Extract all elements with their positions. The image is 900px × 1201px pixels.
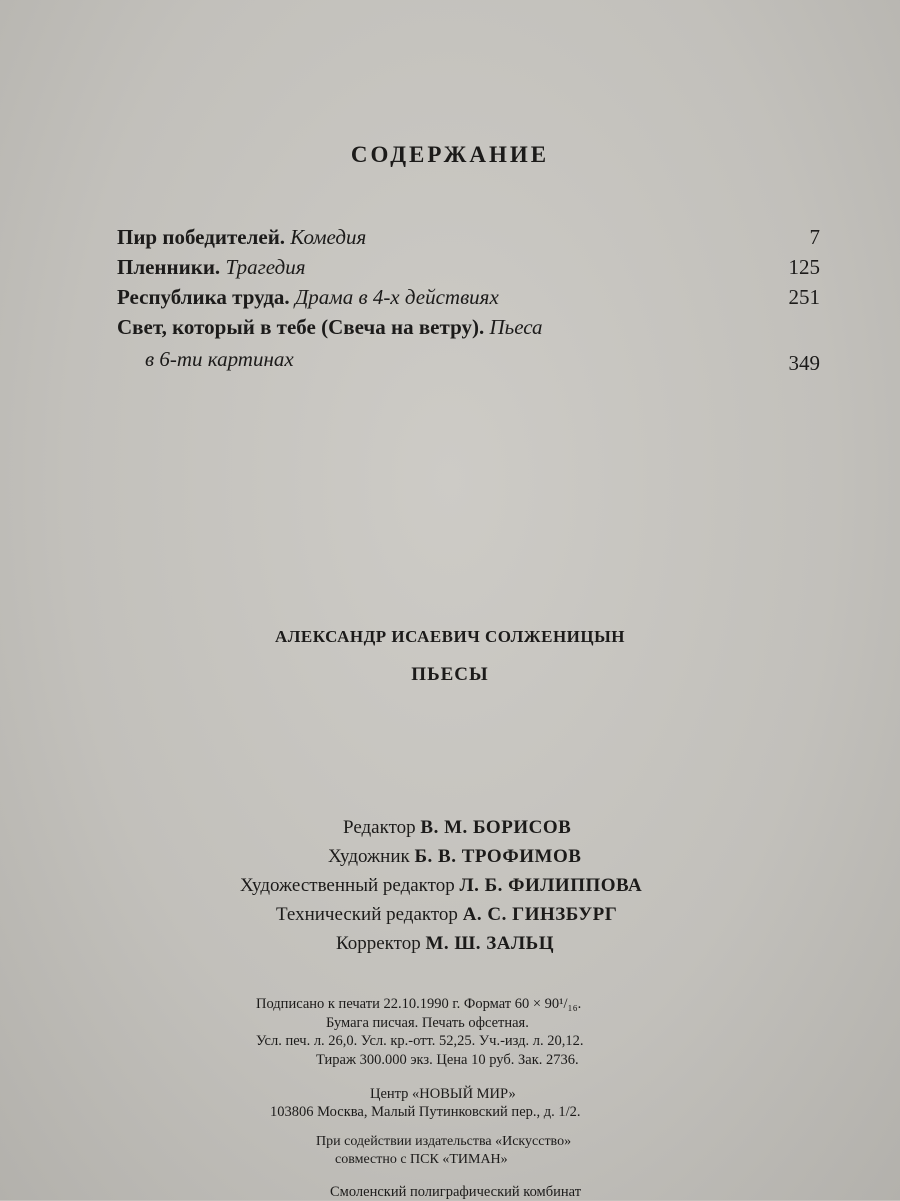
toc-entry-page: 7 — [809, 225, 820, 249]
staff-credit — [336, 933, 554, 955]
publisher-address: 103806 Москва, Малый Путинковский пер., д. 1/2. — [270, 1104, 581, 1120]
staff-credit — [276, 904, 617, 926]
staff-role: Технический редактор — [276, 904, 458, 925]
toc-entry-genre: Пьеса — [489, 315, 543, 339]
toc-entry-title: Пленники. — [117, 255, 221, 279]
toc-entry-page: 125 — [788, 255, 820, 279]
toc-entry-page: 251 — [788, 285, 820, 309]
toc-entry-page: 349 — [788, 351, 820, 375]
book-title: ПЬЕСЫ — [411, 664, 489, 685]
toc-entry-title: Свет, который в тебе (Свеча на ветру). — [117, 315, 485, 339]
print-details — [256, 995, 584, 1069]
toc-entry-genre: Трагедия — [225, 255, 306, 279]
print-details-line: Подписано к печати 22.10.1990 г. Формат 60 × 90¹/₁₆. — [256, 996, 582, 1012]
assistance-line: При содействии издательства «Искусство» — [316, 1134, 572, 1149]
staff-credit — [343, 817, 571, 839]
staff-credit — [240, 875, 642, 897]
staff-role: Художественный редактор — [240, 875, 455, 896]
print-details-line: Тираж 300.000 экз. Цена 10 руб. Зак. 2736. — [316, 1051, 579, 1068]
table-of-contents — [117, 222, 820, 376]
toc-entry-title: Пир победителей. — [117, 225, 286, 249]
staff-name: В. М. БОРИСОВ — [420, 817, 572, 838]
toc-entry — [117, 282, 820, 312]
printer-name: Смоленский полиграфический комбинат — [330, 1184, 582, 1200]
toc-entry-genre: Драма в 4-х действиях — [294, 285, 499, 309]
staff-name: Б. В. ТРОФИМОВ — [414, 846, 582, 867]
author-name: АЛЕКСАНДР ИСАЕВИЧ СОЛЖЕНИЦЫН — [274, 627, 626, 646]
staff-name: М. Ш. ЗАЛЬЦ — [425, 933, 554, 954]
staff-credit — [328, 846, 581, 868]
toc-entry-genre: Комедия — [290, 225, 367, 249]
print-details-line: Бумага писчая. Печать офсетная. — [326, 1014, 529, 1031]
toc-entry — [117, 312, 820, 342]
contents-heading: СОДЕРЖАНИЕ — [350, 142, 550, 167]
publisher-name: Центр «НОВЫЙ МИР» — [370, 1086, 516, 1102]
print-details-line: Усл. печ. л. 26,0. Усл. кр.-отт. 52,25. Уч.-изд. л. 20,12. — [256, 1033, 584, 1049]
toc-entry — [117, 252, 820, 282]
assistance-line: совместно с ПСК «ТИМАН» — [335, 1152, 508, 1167]
staff-name: А. С. ГИНЗБУРГ — [462, 904, 618, 925]
staff-role: Художник — [328, 846, 410, 867]
staff-name: Л. Б. ФИЛИППОВА — [459, 875, 643, 896]
toc-entry — [117, 222, 820, 252]
staff-role: Редактор — [343, 817, 416, 838]
toc-entry-continuation — [117, 342, 820, 376]
toc-entry-genre-cont: в 6-ти картинах — [145, 347, 294, 371]
toc-entry-title: Республика труда. — [117, 285, 290, 309]
staff-role: Корректор — [336, 933, 421, 954]
